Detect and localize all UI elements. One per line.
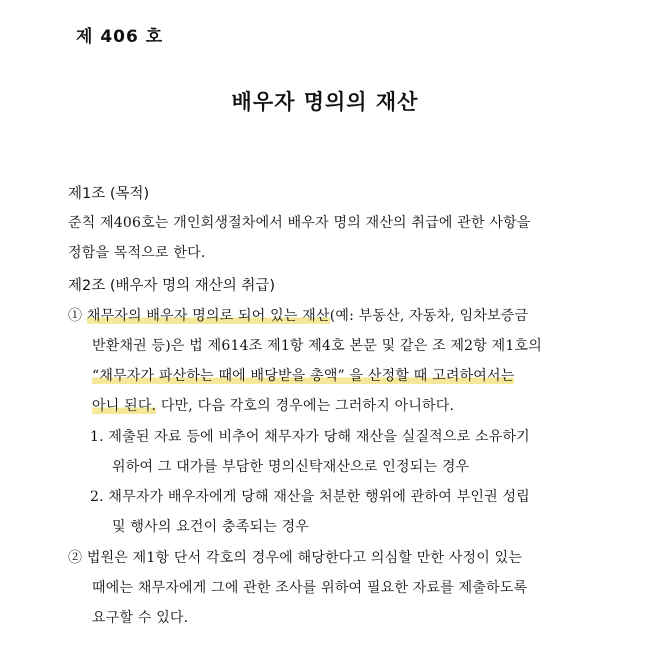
- article-1-line-1: 준칙 제406호는 개인회생절차에서 배우자 명의 재산의 취급에 관한 사항을: [68, 215, 531, 231]
- paragraph-2-line-1: [68, 547, 522, 567]
- paragraph-1-marker: ①: [68, 308, 83, 324]
- item-1-line-1: [90, 426, 530, 446]
- item-2-line-1: [90, 486, 530, 506]
- item-2-line-2: 및 행사의 요건이 충족되는 경우: [112, 519, 310, 535]
- article-2-heading: 제2조 (배우자 명의 재산의 취급): [68, 278, 276, 294]
- item-1-marker: 1.: [90, 429, 104, 445]
- paragraph-2-marker: ②: [68, 550, 83, 566]
- highlighted-text: 아니 된다.: [92, 398, 157, 414]
- item-1-line-2: 위하여 그 대가를 부담한 명의신탁재산으로 인정되는 경우: [112, 459, 470, 475]
- paragraph-2-text: 법원은 제1항 단서 각호의 경우에 해당한다고 의심할 만한 사정이 있는: [86, 550, 523, 566]
- paragraph-1-line-2: 반환채권 등)은 법 제614조 제1항 제4호 본문 및 같은 조 제2항 제1호의: [92, 338, 542, 354]
- article-1-heading: 제1조 (목적): [68, 186, 150, 202]
- item-2-marker: 2.: [90, 489, 104, 505]
- item-1-text: 제출된 자료 등에 비추어 채무자가 당해 재산을 실질적으로 소유하기: [108, 429, 530, 445]
- paragraph-1-line-3: [92, 365, 514, 385]
- highlighted-text: “채무자가 파산하는 때에 배당받을 총액” 을 산정할 때 고려하여서는: [92, 368, 515, 384]
- paragraph-2-line-2: 때에는 채무자에게 그에 관한 조사를 위하여 필요한 자료를 제출하도록: [92, 580, 528, 596]
- article-1-line-2: 정함을 목적으로 한다.: [68, 245, 206, 261]
- paragraph-2-line-3: 요구할 수 있다.: [92, 610, 189, 626]
- highlighted-text: 채무자의 배우자 명의로 되어 있는 재산: [86, 308, 330, 324]
- document-title: 배우자 명의의 재산: [231, 90, 419, 114]
- paragraph-1-line-4-rest: 다만, 다음 각호의 경우에는 그러하지 아니하다.: [156, 398, 455, 414]
- item-2-text: 채무자가 배우자에게 당해 재산을 처분한 행위에 관하여 부인권 성립: [108, 489, 530, 505]
- paragraph-1-line-1-rest: (예: 부동산, 자동차, 임차보증금: [329, 308, 529, 324]
- paragraph-1-line-4: [92, 395, 454, 415]
- paragraph-1-line-1: [68, 305, 528, 325]
- document-number: 제 406 호: [76, 27, 164, 47]
